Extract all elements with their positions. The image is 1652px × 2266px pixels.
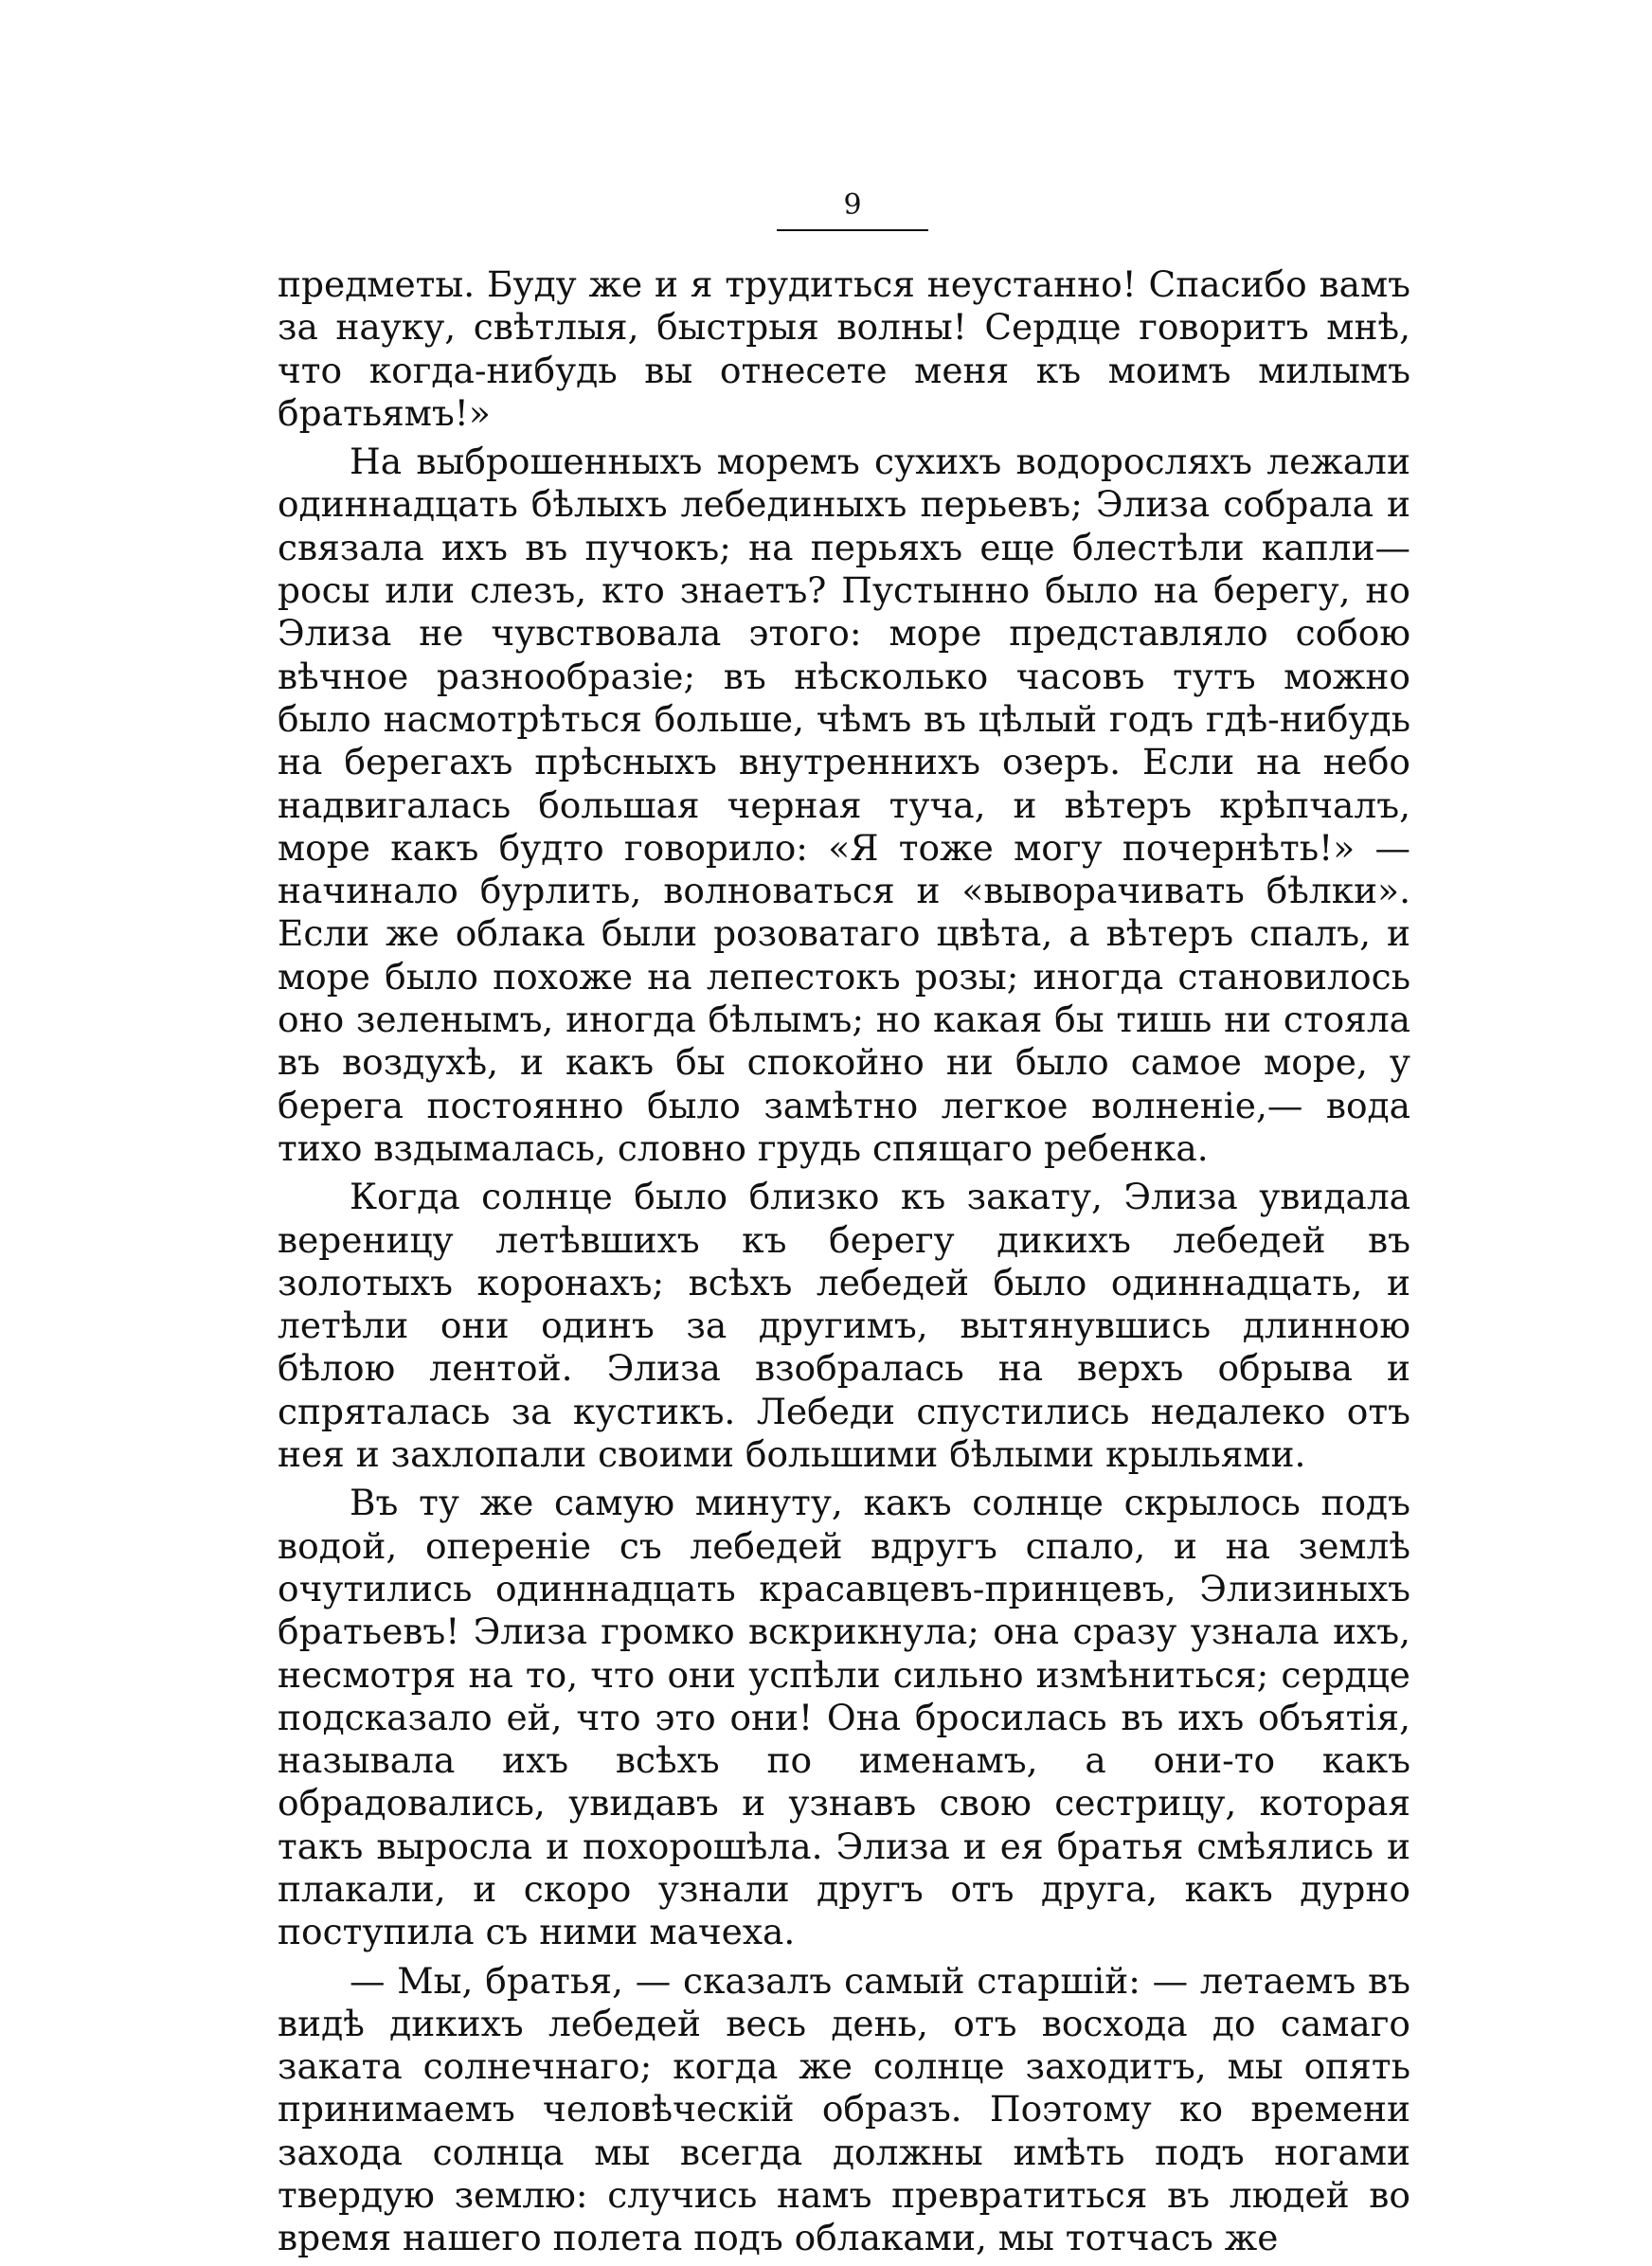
- paragraph-1: предметы. Буду же и я трудиться неустанно! Спасибо вамъ за науку, свѣтлыя, быстрыя волны! Сердце говоритъ мнѣ, что когда-нибудь вы отнесете меня къ моимъ милымъ братьямъ!»: [278, 263, 1410, 434]
- page-header: [0, 189, 1652, 237]
- paragraph-5: — Мы, братья, — сказалъ самый старшій: — летаемъ въ видѣ дикихъ лебедей весь день, отъ восхода до самаго заката солнечнаго; когда же солнце заходитъ, мы опять принимаемъ человѣческій образъ. Поэтому ко времени захода солнца мы всегда должны имѣть подъ ногами твердую землю: случись намъ превратиться въ людей во время нашего полета подъ облаками, мы тотчасъ же: [278, 1959, 1410, 2259]
- paragraph-3: Когда солнце было близко къ закату, Элиза увидала вереницу летѣвшихъ къ берегу дикихъ лебедей въ золотыхъ коронахъ; всѣхъ лебедей было одиннадцать, и летѣли они одинъ за другимъ, вытянувшись длинною бѣлою лентой. Элиза взобралась на верхъ обрыва и спряталась за кустикъ. Лебеди спустились недалеко отъ нея и захлопали своими большими бѣлыми крыльями.: [278, 1176, 1410, 1476]
- paragraph-2: На выброшенныхъ моремъ сухихъ водоросляхъ лежали одиннадцать бѣлыхъ лебединыхъ перьевъ; Элиза собрала и связала ихъ въ пучокъ; на перьяхъ еще блестѣли капли—росы или слезъ, кто знаетъ? Пустынно было на берегу, но Элиза не чувствовала этого: море представляло собою вѣчное разнообразіе; въ нѣсколько часовъ тутъ можно было насмотрѣться больше, чѣмъ въ цѣлый годъ гдѣ-нибудь на берегахъ прѣсныхъ внутреннихъ озеръ. Если на небо надвигалась большая черная туча, и вѣтеръ крѣпчалъ, море какъ будто говорило: «Я тоже могу почернѣть!» — начинало бурлить, волноваться и «выворачивать бѣлки». Если же облака были розоватаго цвѣта, а вѣтеръ спалъ, и море было похоже на лепестокъ розы; иногда становилось оно зеленымъ, иногда бѣлымъ; но какая бы тишь ни стояла въ воздухѣ, и какъ бы спокойно ни было самое море, у берега постоянно было замѣтно легкое волненіе,— вода тихо вздымалась, словно грудь спящаго ребенка.: [278, 441, 1410, 1169]
- body-text: [278, 263, 1410, 2266]
- page-number: 9: [843, 189, 862, 222]
- paragraph-4: Въ ту же самую минуту, какъ солнце скрылось подъ водой, опереніе съ лебедей вдругъ спало, и на землѣ очутились одиннадцать красавцевъ-принцевъ, Элизиныхъ братьевъ! Элиза громко вскрикнула; она сразу узнала ихъ, несмотря на то, что они успѣли сильно измѣниться; сердце подсказало ей, что это они! Она бросилась въ ихъ объятія, называла ихъ всѣхъ по именамъ, а они-то какъ обрадовались, увидавъ и узнавъ свою сестрицу, которая такъ выросла и похорошѣла. Элиза и ея братья смѣялись и плакали, и скоро узнали другъ отъ друга, какъ дурно поступила съ ними мачеха.: [278, 1482, 1410, 1953]
- header-rule: [777, 229, 928, 231]
